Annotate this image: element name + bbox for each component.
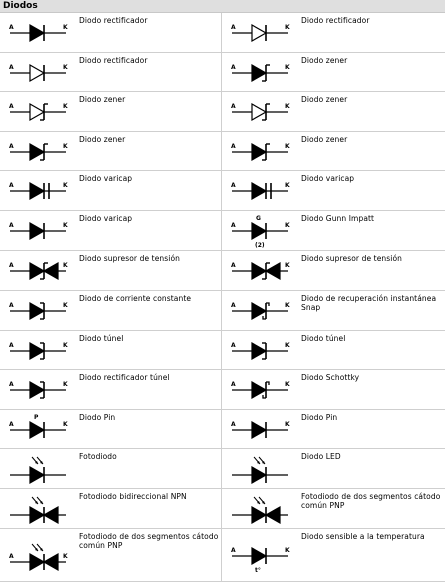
- anode-label: A: [9, 143, 14, 150]
- symbol-cell: [222, 171, 445, 210]
- symbol-label: Diodo varicap: [79, 174, 133, 183]
- table-row: [0, 251, 445, 291]
- anode-label: A: [231, 143, 236, 150]
- varicap-diode-arrow-icon: [0, 211, 76, 250]
- cathode-label: K: [285, 262, 290, 269]
- anode-label: A: [231, 103, 236, 110]
- symbol-cell: [0, 211, 222, 250]
- constant-current-diode-icon: [0, 291, 76, 330]
- dual-segment-photodiode-pnp-k-icon: [0, 529, 76, 581]
- symbol-label: Fotodiodo de dos segmentos cátodo común PNP: [301, 492, 441, 510]
- cathode-label: K: [63, 381, 68, 388]
- symbol-cell: [222, 331, 445, 369]
- anode-label: A: [9, 421, 14, 428]
- zener-diode-slanted-icon: [0, 132, 76, 170]
- cathode-label: K: [285, 103, 290, 110]
- zener-diode-filled-z-icon: [222, 132, 298, 170]
- cathode-label: K: [285, 547, 290, 554]
- anode-label: A: [231, 302, 236, 309]
- symbol-label: Diodo Pin: [79, 413, 116, 422]
- symbol-label: Diodo varicap: [301, 174, 355, 183]
- anode-label: A: [9, 24, 14, 31]
- varicap-diode-plate-icon: [222, 171, 298, 210]
- cathode-label: K: [63, 262, 68, 269]
- symbol-label: Fotodiodo bidireccional NPN: [79, 492, 187, 501]
- symbol-label: Diodo rectificador: [79, 56, 148, 65]
- led-diode-icon: [222, 449, 298, 488]
- symbol-bottom-label: (2): [255, 242, 265, 249]
- cathode-label: K: [285, 381, 290, 388]
- table-row: [0, 211, 445, 251]
- cathode-label: K: [285, 24, 290, 31]
- symbol-cell: [0, 132, 222, 170]
- symbol-cell: [222, 13, 445, 52]
- cathode-label: K: [63, 302, 68, 309]
- symbol-label: Diodo rectificador: [79, 16, 148, 25]
- symbol-label: Diodo de recuperación instantánea Snap: [301, 294, 437, 312]
- symbol-cell: [0, 410, 222, 448]
- symbol-label: Diodo zener: [79, 95, 126, 104]
- cathode-label: K: [63, 553, 68, 560]
- table-row: [0, 92, 445, 132]
- snap-recovery-diode-icon: [222, 291, 298, 330]
- symbol-cell: [222, 489, 445, 528]
- cathode-label: K: [285, 222, 290, 229]
- zener-diode-outline-icon: [0, 92, 76, 131]
- temperature-sensitive-diode-icon: [222, 529, 298, 581]
- cathode-label: K: [285, 302, 290, 309]
- symbol-cell: [0, 171, 222, 210]
- anode-label: A: [9, 553, 14, 560]
- symbol-label: Diodo zener: [301, 56, 348, 65]
- cathode-label: K: [63, 64, 68, 71]
- symbol-top-label: G: [256, 215, 261, 222]
- table-row: [0, 132, 445, 171]
- cathode-label: K: [63, 421, 68, 428]
- dual-segment-photodiode-pnp-icon: [222, 489, 298, 528]
- symbol-label: Diodo Pin: [301, 413, 338, 422]
- symbol-label: Diodo supresor de tensión: [79, 254, 180, 263]
- symbol-cell: [222, 449, 445, 488]
- tunnel-diode-icon: [0, 331, 76, 369]
- anode-label: A: [231, 64, 236, 71]
- tunnel-rectifier-diode-icon: [0, 370, 76, 409]
- symbol-cell: [0, 331, 222, 369]
- symbol-label: Diodo Gunn Impatt: [301, 214, 375, 223]
- symbol-label: Diodo LED: [301, 452, 341, 461]
- symbol-cell: [0, 529, 222, 581]
- table-row: [0, 13, 445, 53]
- anode-label: A: [9, 103, 14, 110]
- symbol-label: Diodo supresor de tensión: [301, 254, 402, 263]
- table-grid: [0, 13, 445, 582]
- symbol-cell: [222, 132, 445, 170]
- varicap-diode-capacitor-icon: [0, 171, 76, 210]
- symbol-label: Diodo de corriente constante: [79, 294, 192, 303]
- table-row: [0, 370, 445, 410]
- symbol-cell: [222, 251, 445, 290]
- zener-diode-outline-z-icon: [222, 92, 298, 131]
- schottky-diode-icon: [222, 370, 298, 409]
- zener-diode-filled-icon: [222, 53, 298, 91]
- rectifier-diode-outline-icon: [222, 13, 298, 52]
- symbol-cell: [222, 211, 445, 250]
- symbol-label: Fotodiodo: [79, 452, 117, 461]
- symbol-cell: [0, 53, 222, 91]
- anode-label: A: [9, 302, 14, 309]
- symbol-cell: [0, 370, 222, 409]
- cathode-label: K: [63, 182, 68, 189]
- table-row: [0, 171, 445, 211]
- cathode-label: K: [63, 103, 68, 110]
- table-row: [0, 529, 445, 582]
- cathode-label: K: [285, 143, 290, 150]
- symbol-label: Diodo Schottky: [301, 373, 360, 382]
- photodiode-icon: [0, 449, 76, 488]
- symbol-cell: [222, 410, 445, 448]
- symbol-bottom-label: t°: [255, 567, 261, 574]
- pin-diode-icon: [0, 410, 76, 448]
- symbol-label: Diodo túnel: [301, 334, 346, 343]
- cathode-label: K: [63, 24, 68, 31]
- table-row: [0, 53, 445, 92]
- symbol-label: Diodo sensible a la temperatura: [301, 532, 425, 541]
- anode-label: A: [9, 342, 14, 349]
- table-row: [0, 489, 445, 529]
- anode-label: A: [231, 547, 236, 554]
- pin-diode-slash-icon: [222, 410, 298, 448]
- symbol-cell: [222, 370, 445, 409]
- symbol-cell: [222, 529, 445, 581]
- anode-label: A: [231, 342, 236, 349]
- symbol-cell: [222, 53, 445, 91]
- cathode-label: K: [285, 342, 290, 349]
- table-row: [0, 410, 445, 449]
- gunn-impatt-diode-icon: [222, 211, 298, 250]
- transient-suppressor-diode-icon: [0, 251, 76, 290]
- anode-label: A: [231, 24, 236, 31]
- tunnel-diode-half-icon: [222, 331, 298, 369]
- symbol-label: Fotodiodo de dos segmentos cátodo común PNP: [79, 532, 219, 550]
- symbol-cell: [222, 92, 445, 131]
- rectifier-diode-outline-bar-icon: [0, 53, 76, 91]
- symbol-label: Diodo rectificador túnel: [79, 373, 170, 382]
- cathode-label: K: [63, 143, 68, 150]
- symbol-cell: [0, 489, 222, 528]
- cathode-label: K: [63, 342, 68, 349]
- anode-label: A: [9, 262, 14, 269]
- rectifier-diode-filled-icon: [0, 13, 76, 52]
- symbol-cell: [0, 92, 222, 131]
- table-title: Diodos: [3, 1, 38, 11]
- table-header: [0, 0, 445, 13]
- transient-suppressor-diode-z-icon: [222, 251, 298, 290]
- anode-label: A: [231, 182, 236, 189]
- symbol-cell: [0, 291, 222, 330]
- anode-label: A: [231, 421, 236, 428]
- symbol-label: Diodo túnel: [79, 334, 124, 343]
- anode-label: A: [231, 381, 236, 388]
- table-row: [0, 331, 445, 370]
- cathode-label: K: [285, 64, 290, 71]
- symbol-label: Diodo rectificador: [301, 16, 370, 25]
- symbol-cell: [0, 449, 222, 488]
- cathode-label: K: [285, 421, 290, 428]
- bidirectional-photodiode-npn-icon: [0, 489, 76, 528]
- cathode-label: K: [285, 182, 290, 189]
- cathode-label: K: [63, 222, 68, 229]
- table-row: [0, 291, 445, 331]
- symbol-top-label: P: [34, 414, 39, 421]
- anode-label: A: [9, 64, 14, 71]
- table-row: [0, 449, 445, 489]
- anode-label: A: [231, 222, 236, 229]
- symbol-label: Diodo zener: [301, 135, 348, 144]
- symbol-label: Diodo varicap: [79, 214, 133, 223]
- symbol-cell: [0, 251, 222, 290]
- symbol-label: Diodo zener: [79, 135, 126, 144]
- anode-label: A: [231, 262, 236, 269]
- anode-label: A: [9, 182, 14, 189]
- symbol-cell: [222, 291, 445, 330]
- symbol-cell: [0, 13, 222, 52]
- anode-label: A: [9, 381, 14, 388]
- symbol-label: Diodo zener: [301, 95, 348, 104]
- anode-label: A: [9, 222, 14, 229]
